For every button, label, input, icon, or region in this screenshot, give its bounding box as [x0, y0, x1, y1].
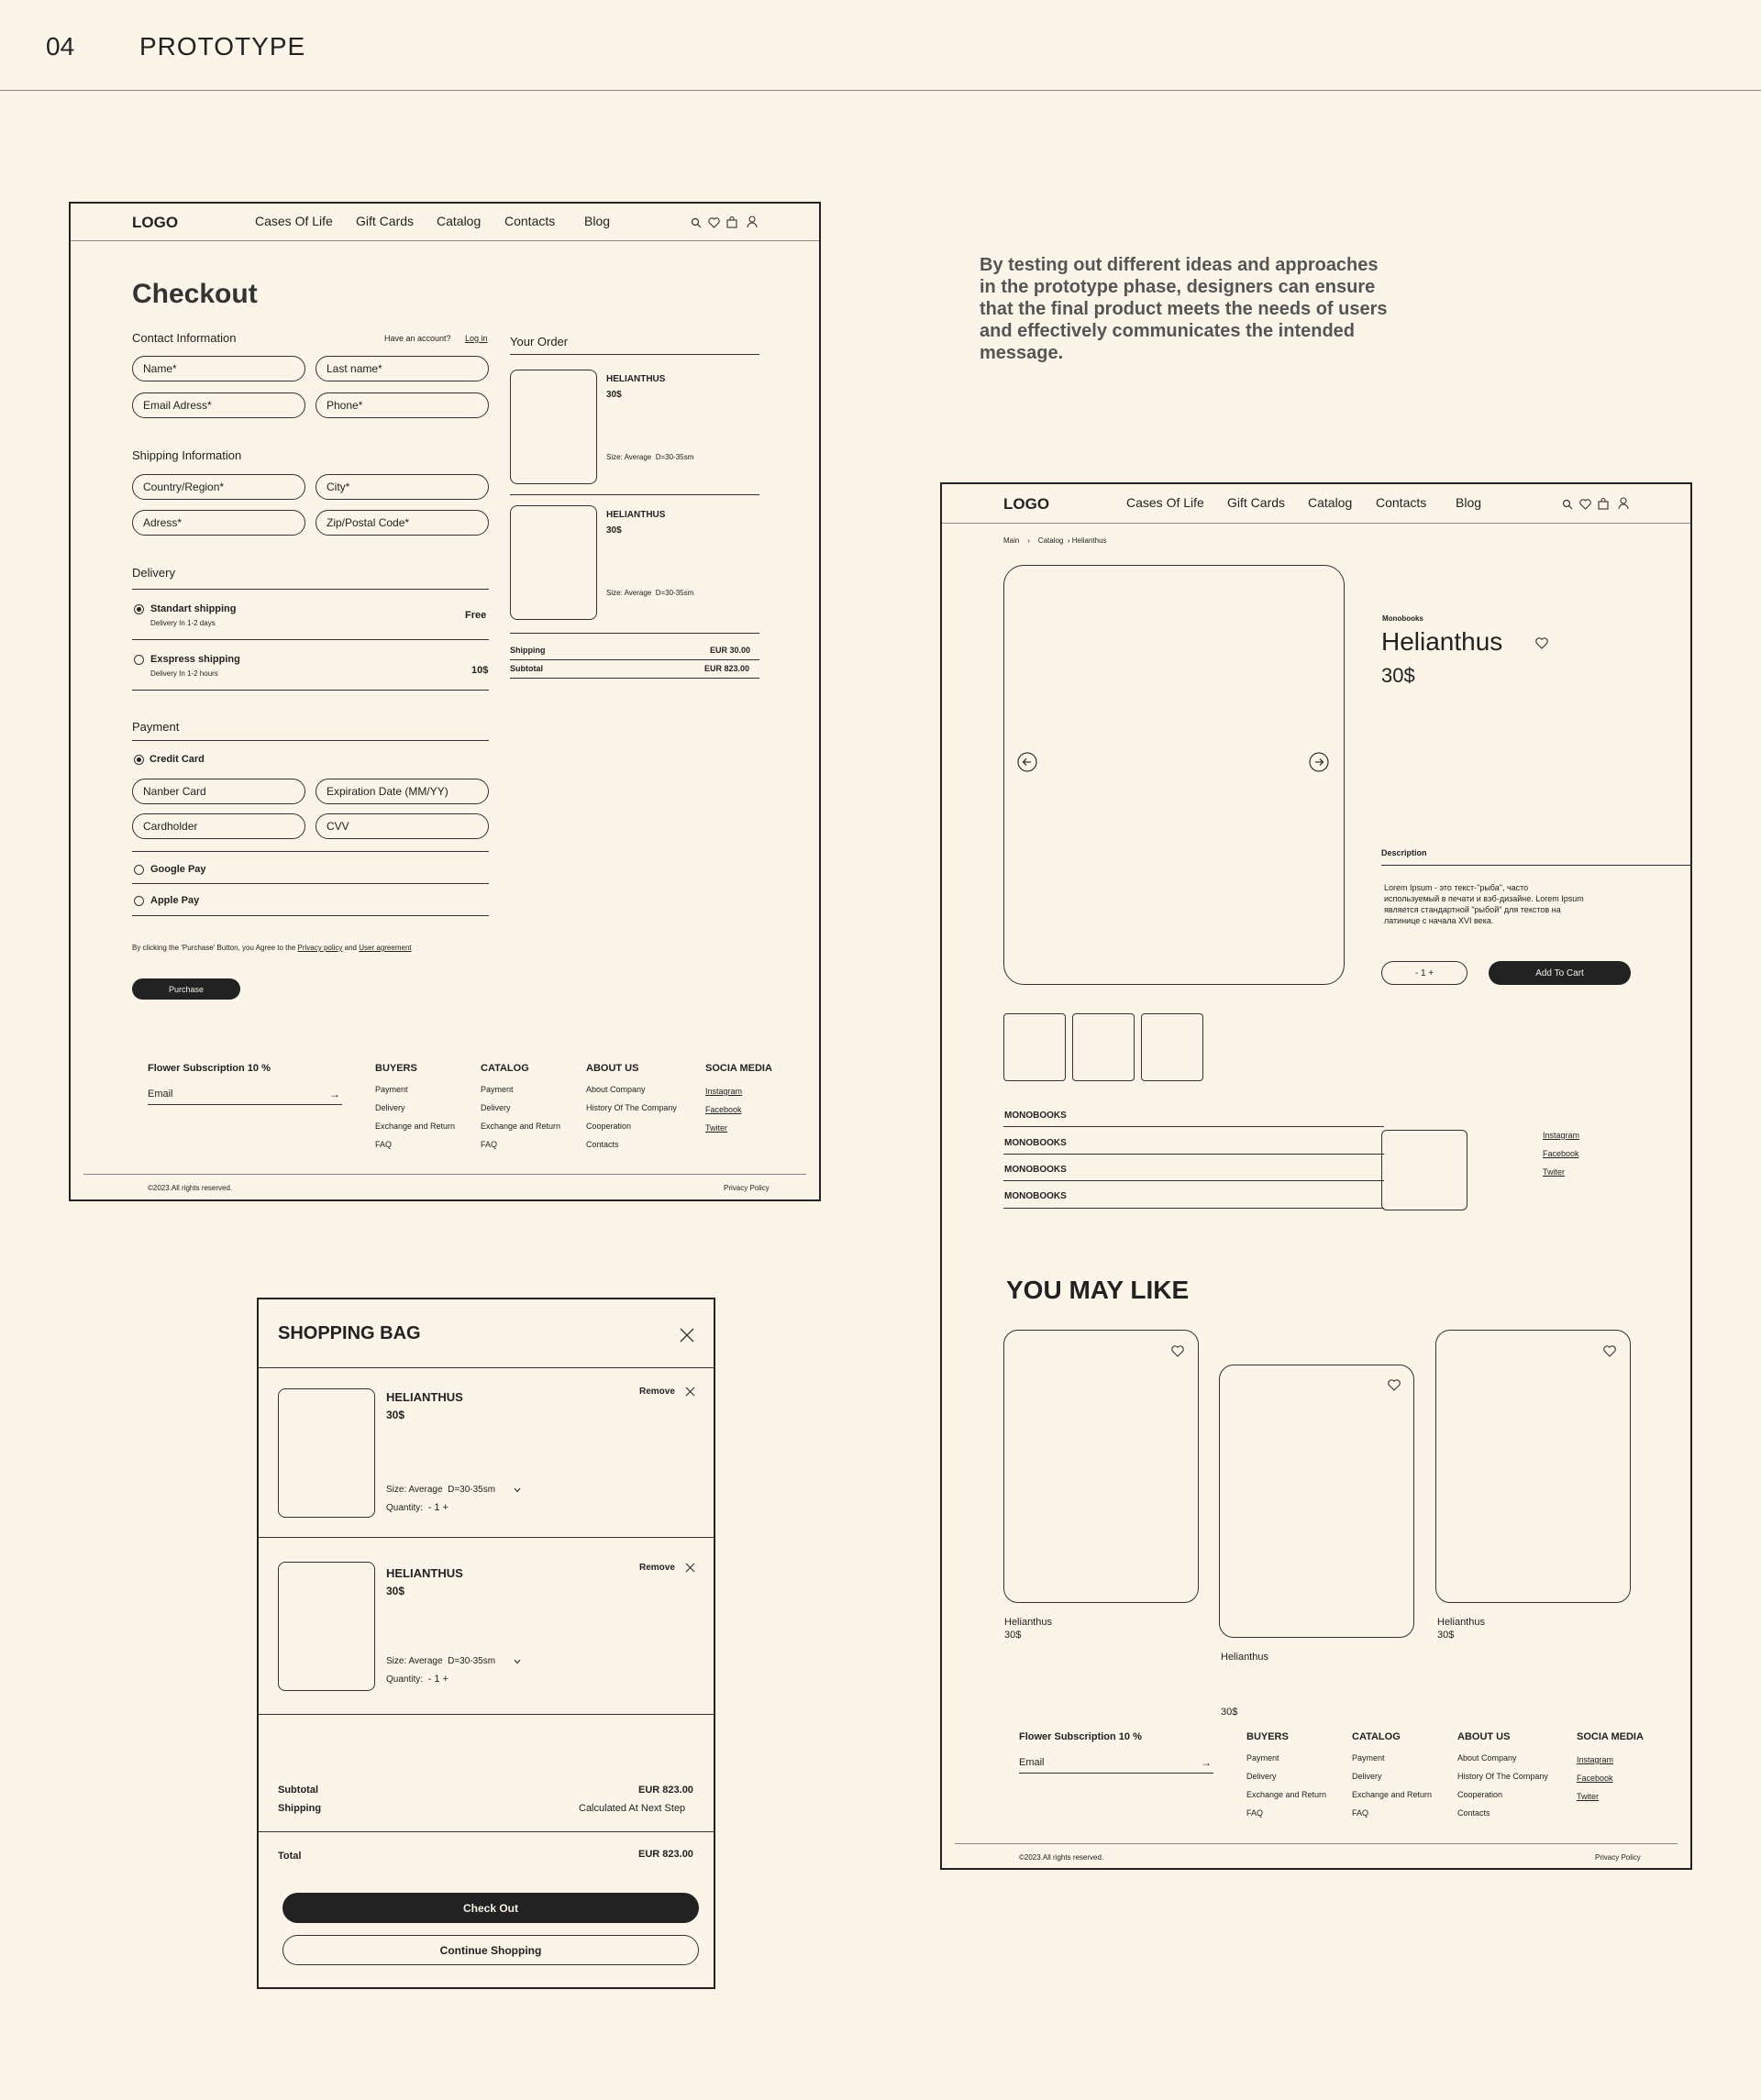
close-icon[interactable] [685, 1387, 695, 1397]
heart-icon[interactable] [1603, 1345, 1616, 1357]
thumbnail[interactable] [1003, 1013, 1066, 1081]
shipping-label: Shipping [278, 1803, 322, 1814]
express-shipping-sub: Delivery In 1-2 hours [150, 669, 218, 678]
bag-icon[interactable] [726, 216, 737, 228]
instagram-link[interactable]: Instagram [705, 1087, 743, 1096]
subtotal-value: EUR 823.00 [638, 1785, 693, 1796]
nav-link-contacts[interactable]: Contacts [1376, 495, 1427, 510]
footer-link[interactable]: Contacts [586, 1140, 619, 1149]
product-frame [940, 482, 1692, 1870]
order-item-image [510, 505, 597, 620]
footer-col-title: SOCIA MEDIA [1577, 1731, 1644, 1742]
email-input[interactable]: Email [148, 1089, 173, 1100]
privacy-policy-link[interactable]: Privacy Policy [724, 1184, 770, 1192]
standard-shipping-sub: Delivery In 1-2 days [150, 619, 216, 627]
nav-link-catalog[interactable]: Catalog [437, 214, 482, 228]
breadcrumb-sep: › [1067, 536, 1070, 545]
rec-card-image[interactable] [1003, 1330, 1199, 1603]
divider [132, 915, 489, 916]
section-title: PROTOTYPE [139, 32, 306, 61]
footer-link[interactable]: Payment [1246, 1753, 1279, 1763]
user-icon[interactable] [747, 216, 758, 228]
facebook-link[interactable]: Facebook [705, 1105, 742, 1114]
intro-line: and effectively communicates the intended [980, 321, 1355, 341]
nav-divider [71, 240, 819, 241]
express-shipping-label: Exspress shipping [150, 654, 240, 665]
instagram-link[interactable]: Instagram [1577, 1755, 1614, 1764]
footer-link[interactable]: Exchange and Return [1246, 1790, 1327, 1799]
phone-field[interactable]: Phone* [316, 392, 489, 418]
email-underline [148, 1104, 342, 1105]
quantity-stepper[interactable]: - 1 + [427, 1674, 449, 1685]
divider [259, 1537, 714, 1538]
divider [510, 494, 759, 495]
bag-title: SHOPPING BAG [278, 1323, 421, 1343]
divider [1003, 1126, 1384, 1127]
footer-col-title: ABOUT US [586, 1063, 639, 1074]
footer-link[interactable]: History Of The Company [1457, 1772, 1548, 1781]
intro-line: message. [980, 343, 1064, 363]
accordion-item[interactable]: MONOBOOKS [1004, 1165, 1067, 1175]
divider [259, 1367, 714, 1368]
size-value: Average [408, 1656, 443, 1666]
footer-link[interactable]: About Company [1457, 1753, 1517, 1763]
order-subtotal-value: EUR 823.00 [704, 664, 750, 673]
heart-icon[interactable] [708, 217, 720, 228]
expiration-field[interactable]: Expiration Date (MM/YY) [316, 779, 489, 804]
login-link[interactable]: Log in [465, 334, 488, 343]
divider [510, 678, 759, 679]
nav-link-blog[interactable]: Blog [584, 214, 611, 228]
apple-pay-label: Apple Pay [150, 895, 200, 906]
checkout-frame [69, 202, 821, 1201]
divider [132, 851, 489, 852]
rec-card-price: 30$ [1437, 1630, 1455, 1641]
footer-link[interactable]: Exchange and Return [481, 1122, 561, 1131]
divider [1003, 1154, 1384, 1155]
privacy-policy-link[interactable]: Privacy policy [297, 944, 343, 952]
subscription-title: Flower Subscription 10 % [1019, 1731, 1142, 1742]
nav-link-cases[interactable]: Cases Of Life [255, 214, 333, 228]
footer-link[interactable]: FAQ [1352, 1808, 1369, 1818]
footer-link[interactable]: Exchange and Return [375, 1122, 456, 1131]
address-field[interactable]: Adress* [132, 510, 305, 536]
thumbnail[interactable] [1141, 1013, 1203, 1081]
total-value: EUR 823.00 [638, 1849, 693, 1860]
logo[interactable]: LOGO [1003, 495, 1050, 513]
agreement-text [132, 945, 412, 952]
nav-link-gift-cards[interactable]: Gift Cards [1227, 495, 1286, 510]
total-label: Total [278, 1851, 302, 1862]
footer-link[interactable]: Exchange and Return [1352, 1790, 1433, 1799]
rec-card-price: 30$ [1221, 1707, 1238, 1718]
footer-link[interactable]: Cooperation [1457, 1790, 1503, 1799]
quantity-stepper[interactable]: - 1 + [427, 1502, 449, 1513]
standard-shipping-radio[interactable] [134, 604, 144, 614]
size-value: Average [624, 453, 652, 461]
size-label: Size: [386, 1656, 407, 1666]
arrow-right-icon[interactable]: → [1201, 1756, 1212, 1769]
last-name-field[interactable]: Last name* [316, 356, 489, 381]
breadcrumb-main[interactable]: Main [1003, 536, 1020, 545]
footer-link[interactable]: FAQ [481, 1140, 498, 1149]
rec-card-name: Helianthus [1221, 1652, 1268, 1663]
rec-card-image[interactable] [1435, 1330, 1631, 1603]
footer-col-title: CATALOG [1352, 1731, 1401, 1742]
divider [1381, 865, 1690, 866]
footer-link[interactable]: Contacts [1457, 1808, 1490, 1818]
continue-shopping-button[interactable]: Continue Shopping [282, 1935, 699, 1965]
page-title: Checkout [132, 279, 258, 309]
credit-card-radio[interactable] [134, 755, 144, 765]
credit-card-label: Credit Card [150, 754, 205, 765]
size-value: Average [408, 1485, 443, 1495]
rec-card-name: Helianthus [1004, 1617, 1052, 1628]
rec-card-name: Helianthus [1437, 1617, 1485, 1628]
footer-link[interactable]: FAQ [375, 1140, 393, 1149]
thumbnail[interactable] [1072, 1013, 1135, 1081]
description-text [1384, 882, 1584, 926]
footer-link[interactable]: Delivery [481, 1103, 511, 1112]
chevron-down-icon[interactable] [514, 1487, 521, 1493]
shipping-value: Calculated At Next Step [579, 1803, 686, 1814]
arrow-right-icon[interactable] [1309, 752, 1329, 772]
standard-shipping-price: Free [465, 610, 487, 621]
express-shipping-radio[interactable] [134, 655, 144, 665]
order-item-name: HELIANTHUS [606, 510, 666, 520]
divider [132, 639, 489, 640]
heart-icon[interactable] [1535, 637, 1548, 649]
footer-link[interactable]: Payment [481, 1085, 514, 1094]
shipping-heading: Shipping Information [132, 448, 242, 462]
nav-divider [942, 523, 1690, 524]
divider [132, 740, 489, 741]
footer-link[interactable]: About Company [586, 1085, 646, 1094]
cvv-field[interactable]: CVV [316, 813, 489, 839]
footer-divider [955, 1843, 1678, 1844]
breadcrumb-current: Helianthus [1071, 536, 1107, 545]
side-image [1381, 1130, 1468, 1210]
search-icon[interactable] [1562, 499, 1573, 510]
product-name: Helianthus [1381, 627, 1503, 656]
shopping-bag-frame [257, 1298, 715, 1989]
size-label: Size: [606, 453, 623, 461]
footer-link[interactable]: Payment [1352, 1753, 1385, 1763]
purchase-button[interactable]: Purchase [132, 978, 240, 1000]
size-value: Average [624, 589, 652, 597]
order-shipping-label: Shipping [510, 646, 546, 655]
bag-item-price: 30$ [386, 1585, 405, 1597]
order-item-name: HELIANTHUS [606, 374, 666, 384]
divider [259, 1831, 714, 1832]
order-subtotal-label: Subtotal [510, 664, 543, 673]
you-may-like-heading: YOU MAY LIKE [1006, 1276, 1190, 1304]
heart-icon[interactable] [1388, 1379, 1401, 1391]
standard-shipping-label: Standart shipping [150, 603, 237, 614]
subscription-title: Flower Subscription 10 % [148, 1063, 271, 1074]
footer-col-title: CATALOG [481, 1063, 529, 1074]
accordion-item[interactable]: MONOBOOKS [1004, 1191, 1067, 1201]
divider [510, 633, 759, 634]
google-pay-radio[interactable] [134, 865, 144, 875]
contact-heading: Contact Information [132, 331, 237, 345]
bag-item-price: 30$ [386, 1409, 405, 1421]
order-shipping-value: EUR 30.00 [710, 646, 751, 655]
size-label: Size: [386, 1485, 407, 1495]
nav-link-blog[interactable]: Blog [1456, 495, 1482, 510]
description-heading: Description [1381, 848, 1427, 857]
copyright: ©2023.All rights reserved. [1019, 1853, 1104, 1862]
have-account-text: Have an account? [384, 334, 451, 343]
intro-paragraph [980, 254, 1388, 364]
footer-link[interactable]: Delivery [1246, 1772, 1277, 1781]
intro-line: that the final product meets the needs of users [980, 299, 1388, 319]
footer-link[interactable]: FAQ [1246, 1808, 1264, 1818]
google-pay-label: Google Pay [150, 864, 206, 875]
email-input[interactable]: Email [1019, 1757, 1045, 1768]
arrow-right-icon[interactable]: → [329, 1088, 340, 1100]
footer-link[interactable]: Payment [375, 1085, 408, 1094]
bag-item-image [278, 1388, 375, 1518]
delivery-heading: Delivery [132, 566, 175, 580]
payment-heading: Payment [132, 720, 180, 734]
footer-link[interactable]: Cooperation [586, 1122, 632, 1131]
product-main-image [1003, 565, 1345, 985]
bag-item-name: HELIANTHUS [386, 1390, 463, 1404]
quantity-label: Quantity: [386, 1503, 424, 1513]
zip-field[interactable]: Zip/Postal Code* [316, 510, 489, 536]
cardholder-field[interactable]: Cardholder [132, 813, 305, 839]
chevron-down-icon[interactable] [514, 1659, 521, 1664]
breadcrumb-catalog[interactable]: Catalog [1037, 536, 1064, 545]
header-divider [0, 90, 1761, 91]
quantity-stepper[interactable]: - 1 + [1381, 961, 1468, 985]
accordion-item[interactable]: MONOBOOKS [1004, 1111, 1067, 1121]
nav-link-contacts[interactable]: Contacts [504, 214, 556, 228]
accordion-item[interactable]: MONOBOOKS [1004, 1138, 1067, 1148]
order-item-image [510, 370, 597, 484]
description-line: используемый в печати и вэб-дизайне. Lorem Ipsum [1384, 894, 1584, 903]
remove-button[interactable]: Remove [639, 1563, 675, 1573]
divider [132, 690, 489, 691]
check-out-button[interactable]: Check Out [282, 1893, 699, 1923]
twitter-link[interactable]: Twiter [705, 1123, 728, 1133]
nav-link-cases[interactable]: Cases Of Life [1126, 495, 1204, 510]
footer-link[interactable]: History Of The Company [586, 1103, 677, 1112]
bag-item-size [386, 1486, 495, 1495]
email-underline [1019, 1773, 1213, 1774]
footer-col-title: ABOUT US [1457, 1731, 1511, 1742]
divider [510, 659, 759, 660]
footer-col-title: BUYERS [1246, 1731, 1289, 1742]
footer-link[interactable]: Delivery [1352, 1772, 1382, 1781]
nav-link-gift-cards[interactable]: Gift Cards [356, 214, 415, 228]
bag-icon[interactable] [1598, 498, 1609, 510]
size-dimension: D=30-35sm [655, 589, 694, 597]
size-dropdown[interactable]: D=30-35sm [448, 1656, 496, 1666]
heart-icon[interactable] [1171, 1345, 1184, 1357]
description-line: латинице с начала XVI века. [1384, 916, 1494, 925]
subtotal-label: Subtotal [278, 1785, 318, 1796]
facebook-link[interactable]: Facebook [1577, 1774, 1613, 1783]
size-label: Size: [606, 589, 623, 597]
facebook-link[interactable]: Facebook [1543, 1149, 1579, 1158]
divider [132, 589, 489, 590]
remove-button[interactable]: Remove [639, 1387, 675, 1397]
rec-card-price: 30$ [1004, 1630, 1022, 1641]
product-brand: Monobooks [1382, 614, 1423, 623]
size-dropdown[interactable]: D=30-35sm [448, 1485, 496, 1495]
bag-item-image [278, 1562, 375, 1691]
add-to-cart-button[interactable]: Add To Cart [1489, 961, 1631, 985]
footer-col-title: BUYERS [375, 1063, 417, 1074]
rec-card-image[interactable] [1219, 1365, 1414, 1638]
user-icon[interactable] [1618, 497, 1629, 510]
copyright: ©2023.All rights reserved. [148, 1184, 233, 1192]
search-icon[interactable] [691, 217, 702, 228]
twitter-link[interactable]: Twiter [1577, 1792, 1600, 1801]
express-shipping-price: 10$ [471, 665, 489, 676]
footer-col-title: SOCIA MEDIA [705, 1063, 772, 1074]
order-item-price: 30$ [606, 390, 622, 400]
logo[interactable]: LOGO [132, 214, 179, 231]
bag-item-size [386, 1657, 495, 1666]
divider [1003, 1208, 1384, 1209]
instagram-link[interactable]: Instagram [1543, 1131, 1580, 1140]
close-icon[interactable] [685, 1563, 695, 1573]
twitter-link[interactable]: Twiter [1543, 1167, 1566, 1177]
order-item-size [606, 590, 693, 597]
order-item-size [606, 454, 693, 461]
bag-item-quantity [386, 1674, 449, 1685]
apple-pay-radio[interactable] [134, 896, 144, 906]
close-icon[interactable] [680, 1328, 694, 1343]
nav-link-catalog[interactable]: Catalog [1308, 495, 1353, 510]
heart-icon[interactable] [1579, 499, 1591, 510]
description-line: является стандартной "рыбой" для текстов на [1384, 905, 1561, 914]
country-field[interactable]: Country/Region* [132, 474, 305, 500]
divider [132, 883, 489, 884]
order-heading: Your Order [510, 335, 569, 348]
agreement-prefix: By clicking the 'Purchase' Button, you Agree to the [132, 944, 296, 952]
divider [510, 354, 759, 355]
footer-divider [83, 1174, 806, 1175]
breadcrumb [1003, 537, 1107, 545]
intro-line: By testing out different ideas and approaches [980, 255, 1379, 275]
breadcrumb-sep: › [1027, 536, 1030, 545]
description-line: Lorem Ipsum - это текст-"рыба", часто [1384, 883, 1529, 892]
intro-line: in the prototype phase, designers can ensure [980, 277, 1376, 297]
divider [1003, 1180, 1384, 1181]
bag-item-name: HELIANTHUS [386, 1566, 463, 1580]
name-field[interactable]: Name* [132, 356, 305, 381]
quantity-label: Quantity: [386, 1674, 424, 1685]
user-agreement-link[interactable]: User agreement [359, 944, 412, 952]
agreement-and: and [344, 944, 358, 952]
order-item-price: 30$ [606, 525, 622, 536]
size-dimension: D=30-35sm [655, 453, 694, 461]
product-price: 30$ [1381, 664, 1415, 687]
city-field[interactable]: City* [316, 474, 489, 500]
bag-item-quantity [386, 1503, 449, 1513]
divider [259, 1714, 714, 1715]
email-field[interactable]: Email Adress* [132, 392, 305, 418]
footer-link[interactable]: Delivery [375, 1103, 405, 1112]
section-number: 04 [46, 32, 75, 61]
privacy-policy-link[interactable]: Privacy Policy [1595, 1853, 1641, 1862]
arrow-left-icon[interactable] [1017, 752, 1037, 772]
card-number-field[interactable]: Nanber Card [132, 779, 305, 804]
